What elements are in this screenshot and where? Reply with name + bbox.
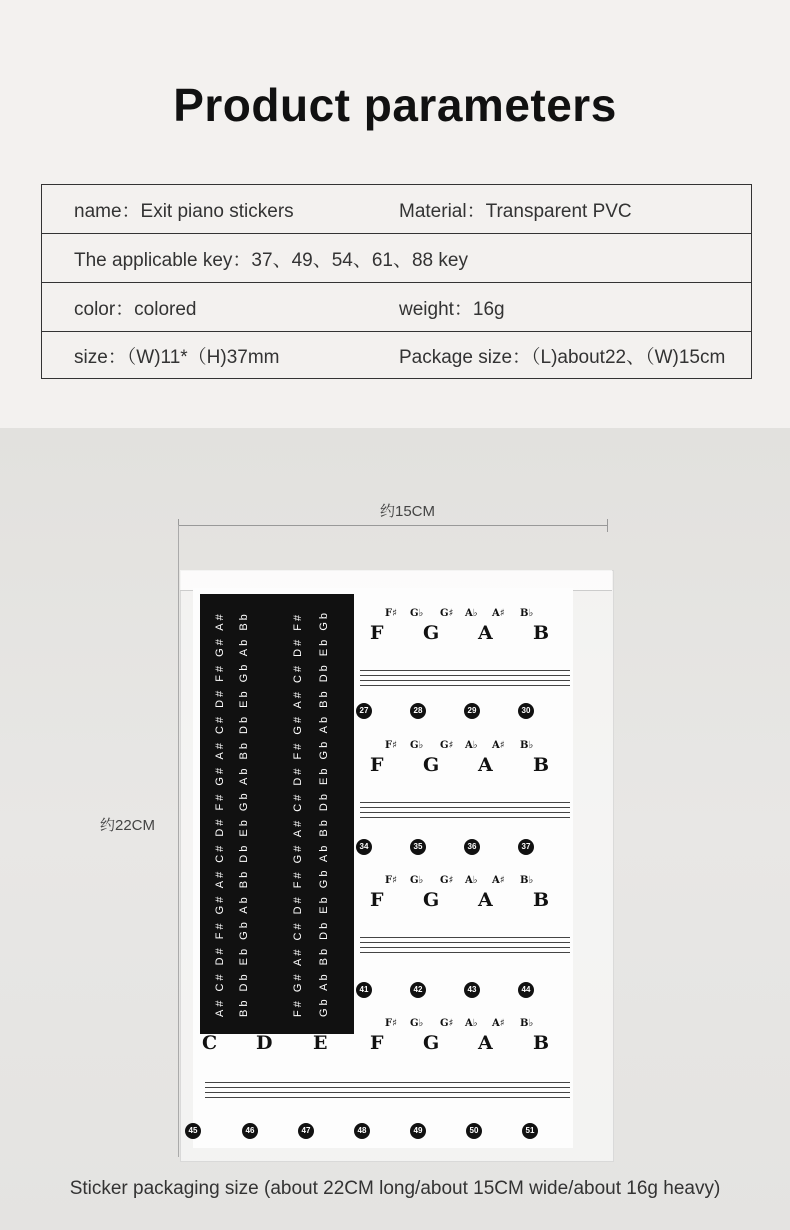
small-key-label: A♭ xyxy=(465,740,478,751)
big-key-label: G xyxy=(423,622,440,644)
big-key-label: D xyxy=(256,1032,273,1054)
page-title: Product parameters xyxy=(173,79,617,131)
big-key-label: A xyxy=(478,1032,493,1054)
big-key-label: G xyxy=(423,754,440,776)
small-key-label: G♯ xyxy=(440,740,454,751)
staff-lines xyxy=(360,937,570,953)
key-number-badge: 34 xyxy=(356,839,372,855)
param-color: color：colored xyxy=(74,298,197,320)
parameters-section xyxy=(0,0,790,428)
small-key-label: F♯ xyxy=(385,608,397,619)
big-key-label: G xyxy=(423,889,440,911)
width-dimension-line xyxy=(178,525,608,526)
small-key-label: A♯ xyxy=(492,608,505,619)
big-key-label: F xyxy=(370,622,384,644)
big-key-label: E xyxy=(313,1032,328,1054)
staff-lines xyxy=(360,802,570,818)
key-number-badge: 27 xyxy=(356,703,372,719)
small-key-label: A♯ xyxy=(492,875,505,886)
caption: Sticker packaging size (about 22CM long/about 15CM wide/about 16g heavy) xyxy=(69,1178,721,1199)
param-row xyxy=(42,332,751,378)
staff-lines xyxy=(360,670,570,686)
big-key-label: F xyxy=(370,754,384,776)
small-key-label: B♭ xyxy=(520,608,534,619)
big-key-label: G xyxy=(423,1032,440,1054)
small-key-label: A♭ xyxy=(465,608,478,619)
key-number-badge: 35 xyxy=(410,839,426,855)
small-key-label: G♭ xyxy=(410,875,424,886)
big-key-label: F xyxy=(370,1032,384,1054)
key-number-badge: 36 xyxy=(464,839,480,855)
param-weight: weight：16g xyxy=(399,298,505,320)
parameters-table xyxy=(41,184,752,379)
big-key-label: B xyxy=(533,754,550,776)
black-key-sticker-strip xyxy=(200,594,354,1034)
key-number-badge: 29 xyxy=(464,703,480,719)
param-name: name：Exit piano stickers xyxy=(74,200,294,222)
key-number-badge: 28 xyxy=(410,703,426,719)
strip-column: Gb Ab Bb Db Eb Gb Ab Bb Db Eb Gb Ab Bb Db Eb Gb xyxy=(318,610,330,1018)
small-key-label: B♭ xyxy=(520,875,534,886)
key-number-badge: 44 xyxy=(518,982,534,998)
key-number-badge: 48 xyxy=(354,1123,370,1139)
small-key-label: F♯ xyxy=(385,740,397,751)
key-number-badge: 37 xyxy=(518,839,534,855)
small-key-label: B♭ xyxy=(520,740,534,751)
strip-column: A# C# D# F# G# A# C# D# F# G# A# C# D# F# G# A# xyxy=(214,611,226,1017)
small-key-label: G♭ xyxy=(410,608,424,619)
big-key-label: A xyxy=(478,622,493,644)
small-key-label: F♯ xyxy=(385,875,397,886)
big-key-label: A xyxy=(478,754,493,776)
small-key-label: G♯ xyxy=(440,875,454,886)
small-key-label: G♭ xyxy=(410,1018,424,1029)
param-row xyxy=(42,234,751,283)
small-key-label: A♭ xyxy=(465,1018,478,1029)
big-key-label: B xyxy=(533,1032,550,1054)
key-number-badge: 43 xyxy=(464,982,480,998)
height-label: 约22CM xyxy=(100,817,156,834)
param-material: Material：Transparent PVC xyxy=(399,200,632,222)
param-size: size：（W)11*（H)37mm xyxy=(74,346,280,368)
param-row xyxy=(42,185,751,234)
key-number-badge: 50 xyxy=(466,1123,482,1139)
param-applicable-key: The applicable key：37、49、54、61、88 key xyxy=(74,249,468,271)
width-label: 约15CM xyxy=(380,503,436,520)
small-key-label: G♭ xyxy=(410,740,424,751)
strip-column: F# G# A# C# D# F# G# A# C# D# F# G# A# C# D# F# xyxy=(292,611,304,1017)
small-key-label: G♯ xyxy=(440,608,454,619)
key-number-badge: 47 xyxy=(298,1123,314,1139)
key-number-badge: 41 xyxy=(356,982,372,998)
key-number-badge: 46 xyxy=(242,1123,258,1139)
small-key-label: B♭ xyxy=(520,1018,534,1029)
height-dimension-line xyxy=(178,525,179,1157)
small-key-label: A♭ xyxy=(465,875,478,886)
staff-lines xyxy=(205,1082,570,1098)
key-number-badge: 49 xyxy=(410,1123,426,1139)
big-key-label: B xyxy=(533,889,550,911)
key-number-badge: 30 xyxy=(518,703,534,719)
big-key-label: B xyxy=(533,622,550,644)
key-number-badge: 51 xyxy=(522,1123,538,1139)
big-key-label: A xyxy=(478,889,493,911)
param-row xyxy=(42,283,751,332)
key-number-badge: 45 xyxy=(185,1123,201,1139)
small-key-label: F♯ xyxy=(385,1018,397,1029)
big-key-label: F xyxy=(370,889,384,911)
key-number-badge: 42 xyxy=(410,982,426,998)
strip-column: Bb Db Eb Gb Ab Bb Db Eb Gb Ab Bb Db Eb Gb Ab Bb xyxy=(238,611,250,1017)
small-key-label: A♯ xyxy=(492,1018,505,1029)
small-key-label: G♯ xyxy=(440,1018,454,1029)
big-key-label: C xyxy=(202,1032,218,1054)
param-package-size: Package size：（L)about22、（W)15cm xyxy=(399,346,726,368)
small-key-label: A♯ xyxy=(492,740,505,751)
